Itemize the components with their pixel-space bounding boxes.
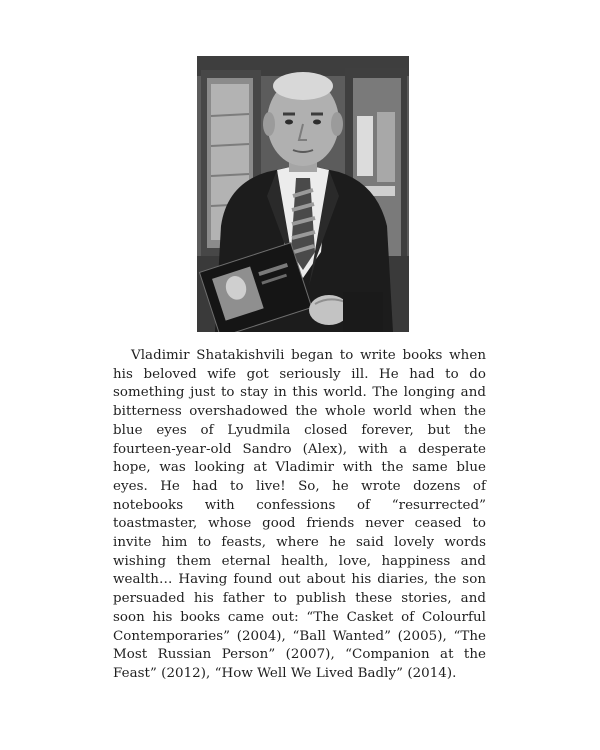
body-paragraph: Vladimir Shatakishvili began to write books when his beloved wife got seriously ill. He had to do something just to stay in this world. The longing and bitterness overshadowed the whole world when the blue eyes of Lyudmila closed forever, but the fourteen-year-old Sandro (Alex), with a desperate hope, was looking at Vladimir with the same blue eyes. He had to live! So, he wrote dozens of notebooks with confessions of “resurrected” toastmaster, whose good friends never ceased to invite him to feasts, where he said lovely words wishing them eternal health, love, happiness and wealth… Having found out about his diaries, the son persuaded his father to publish these stories, and soon his books came out: “The Casket of Colourful Contemporaries” (2004), “Ball Wanted” (2005), “The Most Russian Person” (2007), “Companion at the Feast” (2012), “How Well We Lived Badly” (2014).: [113, 348, 486, 681]
portrait-illustration: [197, 56, 409, 332]
author-portrait-photo: [197, 56, 409, 332]
